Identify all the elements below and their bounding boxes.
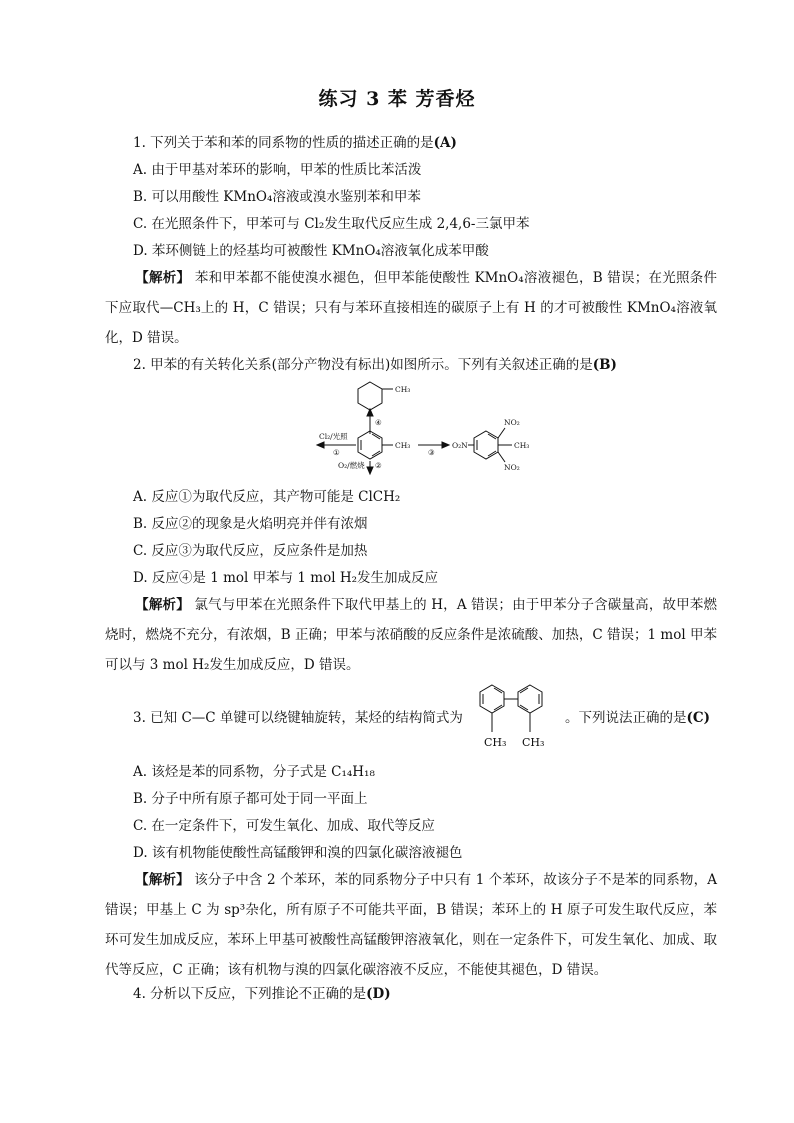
question-3-option-d: D. 该有机物能使酸性高锰酸钾和溴的四氯化碳溶液褪色 [133, 845, 463, 861]
question-4-text: 4. 分析以下反应，下列推论不正确的是 [133, 986, 367, 1002]
question-1-option-d: D. 苯环侧链上的烃基均可被酸性 KMnO₄溶液氧化成苯甲酸 [133, 243, 489, 259]
reaction-1-number: ① [333, 448, 340, 457]
reaction-2-condition: O₂/燃烧 [338, 461, 365, 470]
question-3-analysis [105, 865, 717, 985]
reaction-1-condition: Cl₂/光照 [319, 432, 348, 441]
question-2-stem [133, 356, 617, 374]
question-3-stem-after [565, 709, 710, 727]
analysis-text: 氯气与甲苯在光照条件下取代甲基上的 H，A 错误；由于甲苯分子含碳量高，故甲苯燃烧时，燃烧不充分，有浓烟，B 正确；甲苯与浓硝酸的反应条件是浓硫酸、加热，C 错误；1 mol 甲苯可以与 3 mol H₂发生加成反应，D 错误。 [105, 597, 718, 673]
reaction-4-number: ④ [375, 418, 382, 427]
dimethylbiphenyl-structure [470, 682, 562, 752]
question-1-option-c: C. 在光照条件下，甲苯可与 Cl₂发生取代反应生成 2,4,6-三氯甲苯 [133, 216, 530, 232]
question-1-text: 1. 下列关于苯和苯的同系物的性质的描述正确的是 [133, 135, 434, 151]
toluene-reaction-scheme [300, 376, 550, 476]
methyl-label-left: CH₃ [484, 736, 507, 749]
question-2-text: 2. 甲苯的有关转化关系(部分产物没有标出)如图所示。下列有关叙述正确的是 [133, 357, 593, 373]
methyl-label-right: CH₃ [522, 736, 545, 749]
analysis-tag: 【解析】 [135, 270, 191, 286]
trinitrotoluene-ring [474, 431, 498, 459]
question-2-option-b: B. 反应②的现象是火焰明亮并伴有浓烟 [133, 516, 368, 532]
question-2-option-c: C. 反应③为取代反应，反应条件是加热 [133, 543, 368, 559]
tnt-methyl-label: CH₃ [514, 441, 530, 450]
question-4-stem [133, 985, 391, 1003]
question-2-analysis [105, 590, 717, 680]
question-3-option-a: A. 该烃是苯的同系物，分子式是 C₁₄H₁₈ [133, 764, 375, 780]
question-2-answer: (B) [592, 357, 617, 373]
question-3-answer: (C) [686, 710, 711, 726]
cyclohexane-methyl-label: CH₃ [395, 385, 411, 394]
question-1-stem [133, 134, 457, 152]
question-4-answer: (D) [366, 986, 391, 1002]
tnt-no2-left-label: O₂N [452, 441, 468, 450]
toluene-methyl-label: CH₃ [395, 441, 411, 450]
tnt-no2-top-label: NO₂ [504, 418, 520, 427]
tnt-no2-bottom-label: NO₂ [504, 463, 520, 472]
question-2-option-a: A. 反应①为取代反应，其产物可能是 ClCH₂ [133, 489, 401, 505]
analysis-text: 该分子中含 2 个苯环，苯的同系物分子中只有 1 个苯环，故该分子不是苯的同系物，A 错误；甲基上 C 为 sp³杂化，所有原子不可能共平面，B 错误；苯环上的 H 原子可发生取代反应，苯环可发生加成反应，苯环上甲基可被酸性高锰酸钾溶液氧化，则在一定条件下，可发生氧化、加成、取代等反应，C 正确；该有机物与溴的四氯化碳溶液不反应，不能使其褪色，D 错误。 [105, 872, 718, 978]
methylcyclohexane-ring [358, 382, 382, 410]
page-title: 练习 3 苯 芳香烃 [318, 88, 476, 110]
question-1-answer: (A) [433, 135, 457, 151]
question-3-option-b: B. 分子中所有原子都可处于同一平面上 [133, 791, 368, 807]
question-3-text-after: 。下列说法正确的是 [565, 710, 687, 726]
toluene-ring [358, 431, 382, 459]
question-1-analysis [105, 263, 717, 353]
reaction-3-number: ③ [428, 448, 435, 457]
analysis-tag: 【解析】 [135, 872, 190, 888]
question-1-option-b: B. 可以用酸性 KMnO₄溶液或溴水鉴别苯和甲苯 [133, 189, 421, 205]
question-1-option-a: A. 由于甲基对苯环的影响，甲苯的性质比苯活泼 [133, 162, 422, 178]
question-2-option-d: D. 反应④是 1 mol 甲苯与 1 mol H₂发生加成反应 [133, 570, 439, 586]
analysis-tag: 【解析】 [135, 597, 190, 613]
analysis-text: 苯和甲苯都不能使溴水褪色，但甲苯能使酸性 KMnO₄溶液褪色，B 错误；在光照条件下应取代—CH₃上的 H，C 错误；只有与苯环直接相连的碳原子上有 H 的才可被酸性 KMnO₄溶液氧化，D 错误。 [105, 270, 718, 346]
question-3-option-c: C. 在一定条件下，可发生氧化、加成、取代等反应 [133, 818, 435, 834]
reaction-2-number: ② [375, 461, 382, 470]
question-3-stem-before: 3. 已知 C—C 单键可以绕键轴旋转，某烃的结构简式为 [133, 710, 463, 726]
